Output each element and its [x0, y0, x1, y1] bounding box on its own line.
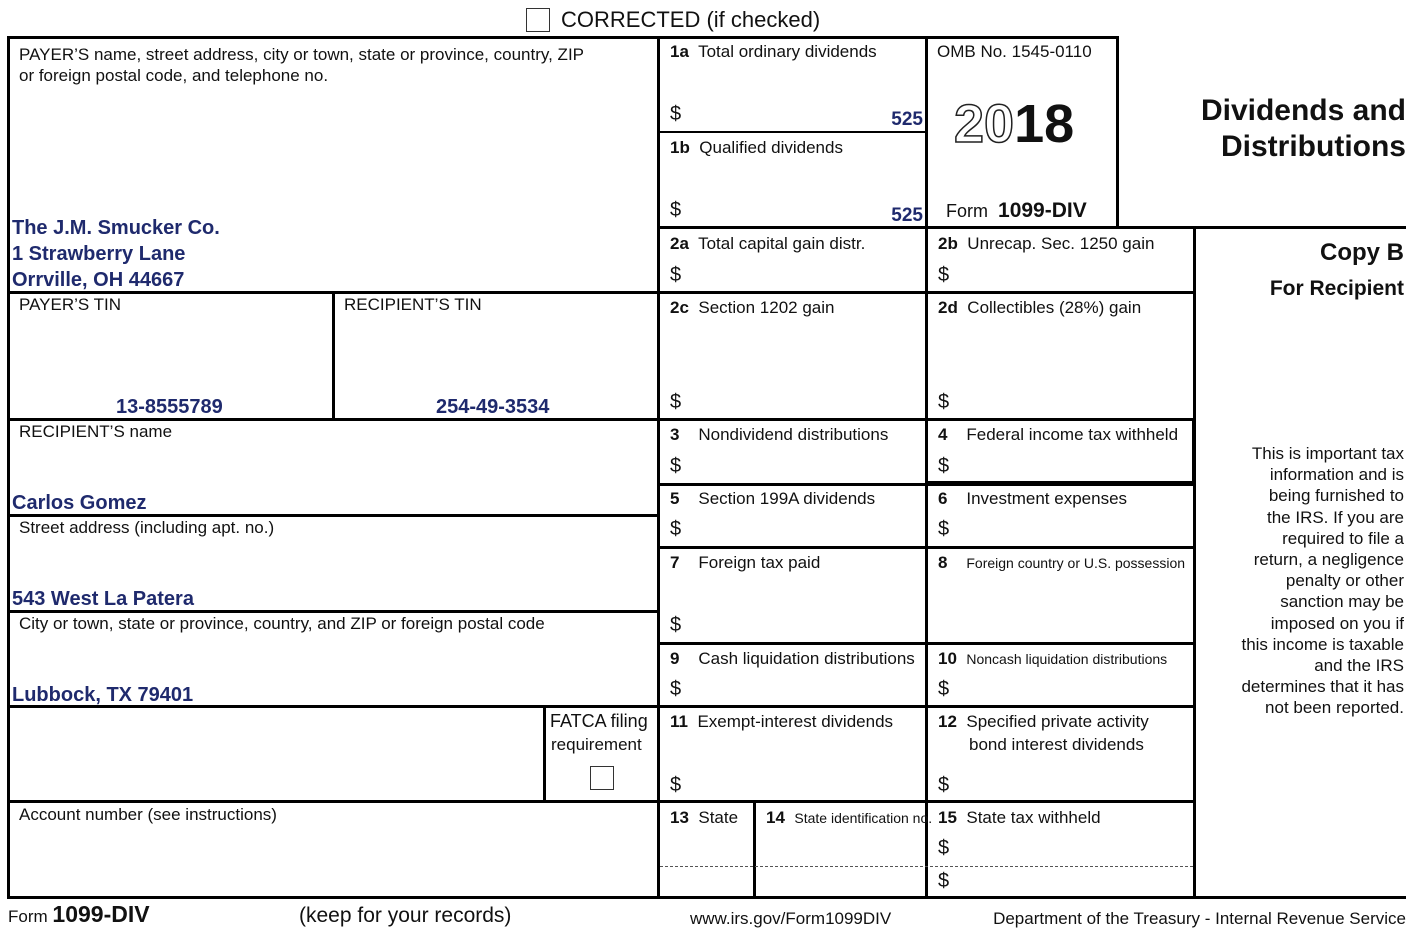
notice-line: not been reported. — [1265, 698, 1404, 718]
dollar-sign: $ — [670, 518, 682, 540]
notice-line: required to file a — [1282, 528, 1404, 548]
grid-line — [925, 418, 1195, 421]
notice-line: penalty or other — [1285, 571, 1404, 591]
grid-line — [543, 706, 546, 802]
box-8-label: 8 Foreign country or U.S. possession — [938, 553, 1186, 572]
grid-line — [658, 131, 926, 133]
notice-line: information and is — [1269, 465, 1404, 485]
grid-line — [657, 36, 660, 898]
fatca-checkbox[interactable] — [590, 766, 614, 790]
grid-line — [658, 800, 1195, 803]
dollar-sign: $ — [938, 870, 950, 892]
grid-line — [332, 292, 335, 420]
dollar-sign: $ — [938, 391, 950, 413]
dashed-line — [660, 866, 1193, 867]
dollar-sign: $ — [938, 455, 950, 477]
dollar-sign: $ — [938, 774, 950, 796]
grid-line — [1116, 36, 1119, 227]
dollar-sign: $ — [938, 837, 950, 859]
recipient-name-value: Carlos Gomez — [12, 492, 147, 514]
box-15-label: 15 State tax withheld — [938, 808, 1101, 827]
payer-city: Orrville, OH 44667 — [12, 269, 185, 291]
box-1b-amount: 525 — [891, 205, 923, 226]
grid-line — [7, 36, 10, 898]
for-recipient-label: For Recipient — [1269, 277, 1404, 300]
grid-line — [7, 896, 1406, 899]
box-3-label: 3 Nondividend distributions — [670, 425, 889, 444]
notice-line: and the IRS — [1314, 656, 1404, 676]
city-value: Lubbock, TX 79401 — [12, 684, 194, 706]
notice-line: sanction may be — [1280, 592, 1404, 612]
recipient-name-label: RECIPIENT’S name — [19, 422, 173, 441]
box-1a-amount: 525 — [891, 109, 923, 130]
street-value: 543 West La Patera — [12, 588, 194, 610]
payer-label-line2: or foreign postal code, and telephone no. — [19, 66, 329, 85]
dollar-sign: $ — [670, 614, 682, 636]
corrected-label: CORRECTED (if checked) — [561, 7, 821, 32]
fatca-label-line1: FATCA filing — [550, 711, 648, 731]
grid-line — [658, 291, 1195, 294]
notice-line: being furnished to — [1268, 486, 1404, 506]
box-1a-label: 1a Total ordinary dividends — [670, 42, 877, 61]
street-label: Street address (including apt. no.) — [19, 518, 275, 537]
payer-label-line1: PAYER’S name, street address, city or town, state or province, country, ZIP — [19, 45, 585, 64]
box-13-label: 13 State — [670, 808, 739, 827]
irs-url: www.irs.gov/Form1099DIV — [690, 909, 892, 928]
grid-line — [8, 800, 659, 803]
notice-text — [1241, 443, 1404, 719]
dollar-sign: $ — [670, 774, 682, 796]
dollar-sign: $ — [670, 455, 682, 477]
dollar-sign: $ — [670, 678, 682, 700]
grid-line — [926, 226, 1406, 229]
grid-line — [753, 802, 756, 898]
notice-line: imposed on you if — [1270, 613, 1404, 633]
dollar-sign: $ — [670, 264, 682, 286]
payer-name: The J.M. Smucker Co. — [12, 217, 220, 239]
form-title — [1201, 93, 1406, 165]
box-12-label: 12 Specified private activity — [938, 712, 1149, 731]
box-2a-label: 2a Total capital gain distr. — [670, 234, 866, 253]
form-id-bottom: Form 1099-DIV — [8, 901, 150, 927]
box-7-label: 7 Foreign tax paid — [670, 553, 821, 572]
grid-line — [925, 36, 928, 898]
payer-street: 1 Strawberry Lane — [12, 243, 186, 265]
notice-line: the IRS. If you are — [1266, 507, 1404, 527]
dollar-sign: $ — [670, 103, 682, 125]
grid-line — [658, 546, 1195, 549]
dollar-sign: $ — [670, 391, 682, 413]
box-5-label: 5 Section 199A dividends — [670, 489, 876, 508]
grid-line — [658, 705, 1195, 708]
notice-line: determines that it has — [1241, 677, 1404, 697]
city-label: City or town, state or province, country, and ZIP or foreign postal code — [19, 614, 545, 633]
notice-line: this income is taxable — [1241, 634, 1404, 654]
omb-number: OMB No. 1545-0110 — [937, 42, 1092, 61]
tax-year — [954, 92, 1074, 156]
tax-year-outline: 20 — [954, 94, 1015, 154]
grid-line — [7, 36, 1119, 39]
box-6-label: 6 Investment expenses — [938, 489, 1128, 508]
box-9-label: 9 Cash liquidation distributions — [670, 649, 915, 668]
copy-label: Copy B — [1320, 239, 1404, 266]
box-2d-label: 2d Collectibles (28%) gain — [938, 298, 1142, 317]
payer-tin-value: 13-8555789 — [116, 396, 223, 418]
box-10-label: 10 Noncash liquidation distributions — [938, 649, 1168, 668]
box-2b-label: 2b Unrecap. Sec. 1250 gain — [938, 234, 1155, 253]
account-label: Account number (see instructions) — [19, 805, 277, 824]
box-4-label: 4 Federal income tax withheld — [938, 425, 1179, 444]
corrected-checkbox[interactable] — [526, 8, 550, 32]
grid-line — [1192, 418, 1196, 484]
dollar-sign: $ — [938, 264, 950, 286]
dollar-sign: $ — [938, 678, 950, 700]
recipient-tin-value: 254-49-3534 — [436, 396, 550, 418]
dollar-sign: $ — [938, 518, 950, 540]
fatca-label-line2: requirement — [551, 735, 642, 754]
box-2c-label: 2c Section 1202 gain — [670, 298, 835, 317]
payer-tin-label: PAYER’S TIN — [19, 295, 122, 314]
box-1b-label: 1b Qualified dividends — [670, 138, 843, 157]
form-title-line1: Dividends and — [1200, 94, 1406, 127]
box-12-label-line2: bond interest dividends — [969, 735, 1144, 754]
form-id-top: Form 1099-DIV — [946, 199, 1087, 222]
box-14-label: 14 State identification no. — [766, 808, 933, 827]
department-label: Department of the Treasury - Internal Revenue Service — [993, 909, 1406, 928]
recipient-tin-label: RECIPIENT’S TIN — [344, 295, 482, 314]
grid-line — [1193, 227, 1196, 898]
notice-line: This is important tax — [1251, 444, 1404, 463]
notice-line: return, a negligence — [1253, 550, 1404, 570]
keep-records-note: (keep for your records) — [299, 904, 512, 927]
grid-line — [658, 642, 1195, 645]
box-11-label: 11 Exempt-interest dividends — [670, 712, 894, 731]
form-title-line2: Distributions — [1221, 130, 1406, 163]
dollar-sign: $ — [670, 199, 682, 221]
grid-line — [925, 481, 1195, 485]
tax-year-bold: 18 — [1014, 94, 1075, 154]
